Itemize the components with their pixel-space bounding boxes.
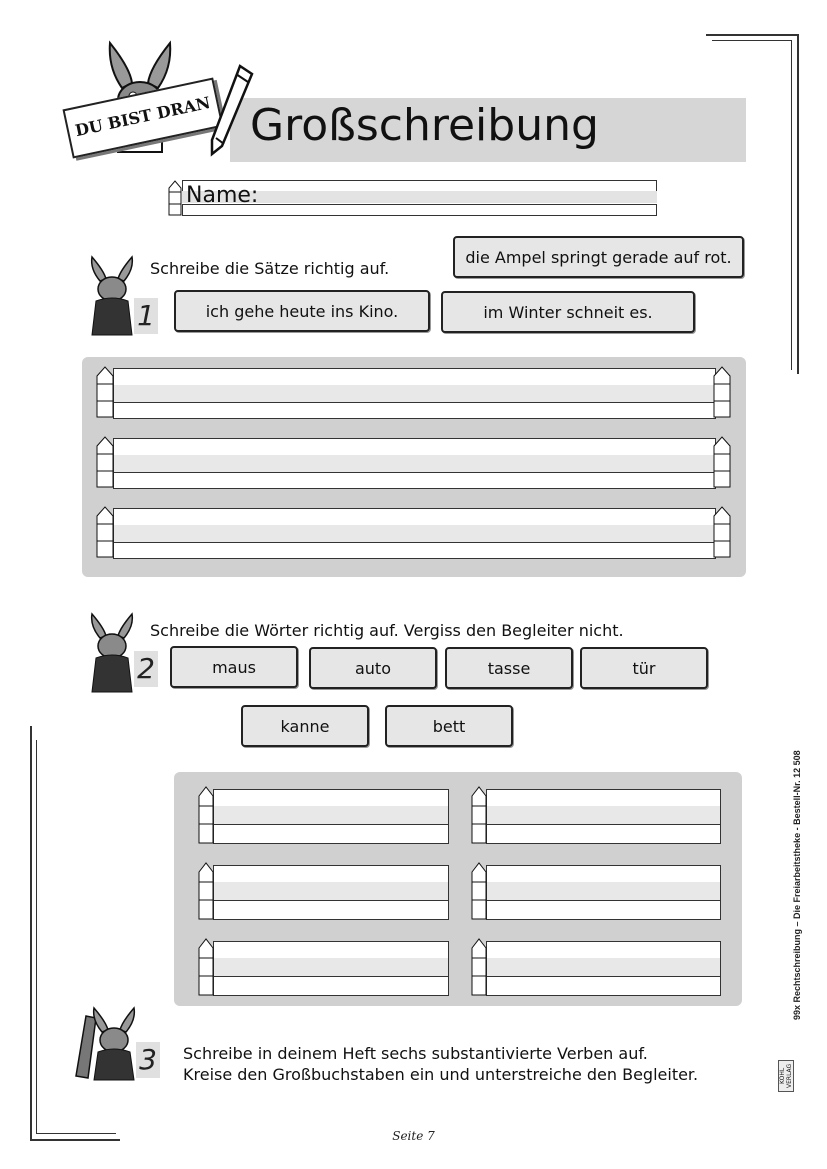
word-chip: die Ampel springt gerade auf rot. — [453, 236, 744, 278]
word-chip: im Winter schneit es. — [441, 291, 695, 333]
writing-line-bottom[interactable] — [486, 824, 721, 844]
frame-top-right-h2 — [712, 40, 792, 41]
writing-line-bottom[interactable] — [113, 472, 716, 489]
writing-line-bottom[interactable] — [113, 542, 716, 559]
mascot-small-icon — [88, 255, 136, 337]
writing-line-top — [113, 508, 716, 526]
writing-line-bottom[interactable] — [213, 824, 449, 844]
task-3-line-2: Kreise den Großbuchstaben ein und unterstreiche den Begleiter. — [183, 1065, 699, 1084]
du-bist-dran-badge: DU BIST DRAN — [62, 78, 223, 159]
word-chip: bett — [385, 705, 513, 747]
house-icon — [471, 862, 487, 920]
house-icon — [713, 436, 731, 488]
word-chip: ich gehe heute ins Kino. — [174, 290, 430, 332]
frame-right-v2 — [791, 40, 792, 370]
writing-line-bottom[interactable] — [213, 976, 449, 996]
writing-line-top — [486, 865, 721, 883]
name-label: Name: — [186, 183, 259, 208]
house-icon — [471, 786, 487, 844]
word-chip: auto — [309, 647, 437, 689]
task-2-instruction: Schreibe die Wörter richtig auf. Vergiss den Begleiter nicht. — [150, 621, 624, 640]
writing-line-mid — [113, 455, 716, 472]
mascot-pencil-icon — [72, 1004, 138, 1082]
word-chip: maus — [170, 646, 298, 688]
writing-line-top — [213, 941, 449, 959]
pencil-icon — [206, 62, 256, 158]
task-1-instruction: Schreibe die Sätze richtig auf. — [150, 259, 390, 278]
writing-line-mid — [113, 525, 716, 542]
house-icon — [96, 366, 114, 418]
task-1-number: 1 — [134, 298, 158, 334]
writing-line-top — [113, 438, 716, 456]
writing-line-mid — [486, 958, 721, 976]
frame-left-v2 — [36, 740, 37, 1134]
frame-top-right-h — [706, 34, 798, 36]
writing-line-bottom[interactable] — [113, 402, 716, 419]
writing-line-top — [213, 865, 449, 883]
frame-left-v — [30, 726, 32, 1140]
house-icon — [96, 506, 114, 558]
task-3-line-1: Schreibe in deinem Heft sechs substantivierte Verben auf. — [183, 1044, 648, 1063]
house-icon — [471, 938, 487, 996]
publisher-logo: KOHL VERLAG — [778, 1060, 794, 1092]
frame-right-v — [797, 34, 799, 374]
writing-line-mid — [213, 882, 449, 900]
page-title: Großschreibung — [250, 100, 599, 151]
writing-line-mid — [213, 958, 449, 976]
writing-line-bottom[interactable] — [213, 900, 449, 920]
page-number: Seite 7 — [392, 1129, 435, 1143]
house-icon — [198, 786, 214, 844]
writing-line-bottom[interactable] — [486, 900, 721, 920]
writing-line-mid — [486, 806, 721, 824]
word-chip: tür — [580, 647, 708, 689]
writing-line-top — [213, 789, 449, 807]
word-chip: kanne — [241, 705, 369, 747]
mascot-small-icon — [88, 612, 136, 694]
house-icon — [96, 436, 114, 488]
house-icon — [198, 938, 214, 996]
writing-line-top — [486, 941, 721, 959]
task-3-number: 3 — [136, 1042, 160, 1078]
house-icon — [198, 862, 214, 920]
word-chip: tasse — [445, 647, 573, 689]
writing-line-bottom[interactable] — [486, 976, 721, 996]
writing-line-top — [486, 789, 721, 807]
writing-line-mid — [213, 806, 449, 824]
writing-line-top — [113, 368, 716, 386]
house-icon — [713, 366, 731, 418]
house-icon — [168, 180, 182, 216]
writing-line-mid — [113, 385, 716, 402]
house-icon — [713, 506, 731, 558]
side-order-text: 99x Rechtschreibung – Die Freiarbeitstheke - Bestell-Nr. 12 508 — [792, 750, 802, 1020]
task-2-number: 2 — [134, 651, 158, 687]
writing-line-mid — [486, 882, 721, 900]
